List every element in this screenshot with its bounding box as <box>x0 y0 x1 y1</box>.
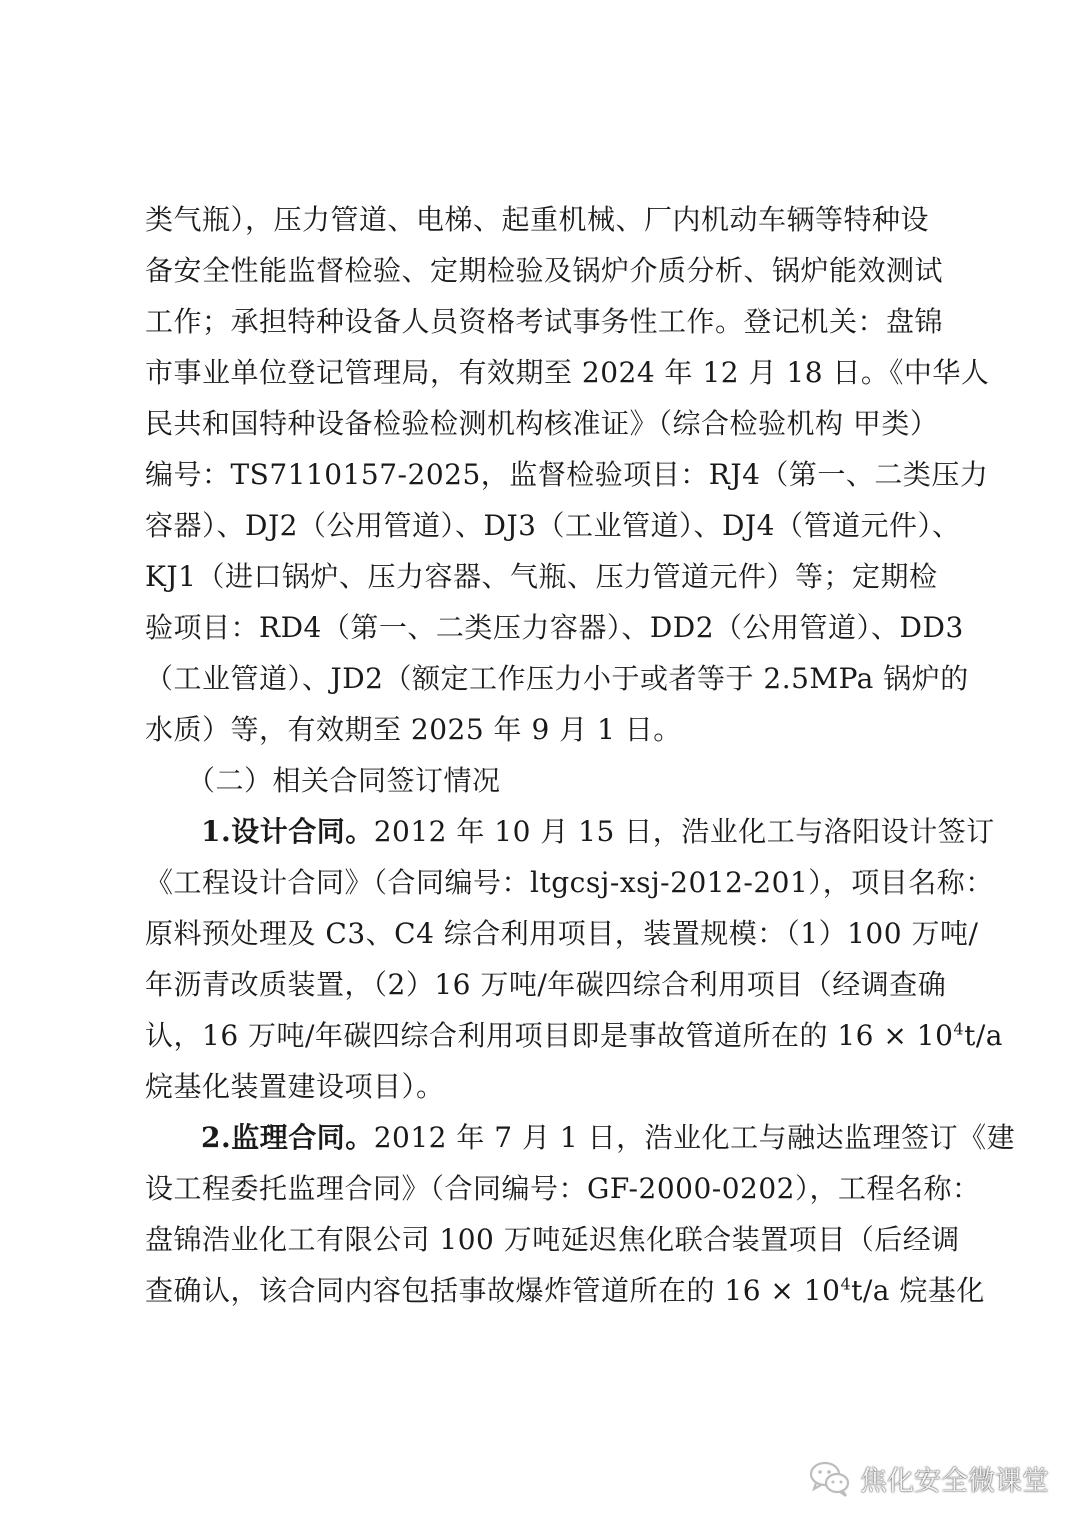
text-line: （工业管道）、JD2（额定工作压力小于或者等于 2.5MPa 锅炉的 <box>145 662 969 695</box>
text-line: 年沥青改质装置，（2）16 万吨/年碳四综合利用项目（经调查确 <box>145 968 947 1001</box>
wechat-icon <box>808 1458 852 1498</box>
watermark-text: 焦化安全微课堂 <box>860 1465 1049 1497</box>
document-body <box>145 194 1016 1316</box>
text-line: 民共和国特种设备检验检测机构核准证》（综合检验机构 甲类） <box>145 407 939 440</box>
text-line: 设工程委托监理合同》（合同编号：GF-2000-0202），工程名称： <box>145 1172 981 1205</box>
text-line: 烷基化装置建设项目）。 <box>145 1070 445 1103</box>
text-line: 类气瓶），压力管道、电梯、起重机械、厂内机动车辆等特种设 <box>145 203 930 236</box>
watermark <box>808 1456 1049 1500</box>
text-line: 水质）等，有效期至 2025 年 9 月 1 日。 <box>145 713 682 746</box>
text-line: 编号：TS7110157-2025，监督检验项目：RJ4（第一、二类压力 <box>145 458 989 491</box>
text-line: 市事业单位登记管理局，有效期至 2024 年 12 月 18 日。《中华人 <box>145 356 990 389</box>
contract2-title: 2.监理合同。 <box>201 1121 374 1154</box>
text-line: 盘锦浩业化工有限公司 100 万吨延迟焦化联合装置项目（后经调 <box>145 1223 960 1256</box>
contract2-first-line <box>145 1112 1016 1163</box>
text-line: 原料预处理及 C3、C4 综合利用项目，装置规模：（1）100 万吨/ <box>145 917 979 950</box>
section-heading: （二）相关合同签订情况 <box>187 764 501 797</box>
contract1-sup-line <box>145 1010 1003 1061</box>
text-line: KJ1（进口锅炉、压力容器、气瓶、压力管道元件）等；定期检 <box>145 560 938 593</box>
text-line: 容器）、DJ2（公用管道）、DJ3（工业管道）、DJ4（管道元件）、 <box>145 509 961 542</box>
contract1-first-line-text: 2012 年 10 月 15 日，浩业化工与洛阳设计签订 <box>373 815 995 848</box>
text-line: 验项目：RD4（第一、二类压力容器）、DD2（公用管道）、DD3 <box>145 611 964 644</box>
text-line: 工作；承担特种设备人员资格考试事务性工作。登记机关：盘锦 <box>145 305 944 338</box>
contract1-title: 1.设计合同。 <box>201 815 374 848</box>
contract1-superscript: 4 <box>953 1019 965 1039</box>
contract2-first-line-text: 2012 年 7 月 1 日，浩业化工与融达监理签订《建 <box>373 1121 1016 1154</box>
contract1-first-line <box>145 806 995 857</box>
text-line: 备安全性能监督检验、定期检验及锅炉介质分析、锅炉能效测试 <box>145 254 944 287</box>
contract2-sup-pre: 查确认，该合同内容包括事故爆炸管道所在的 16 × 10 <box>145 1274 841 1307</box>
text-line: 《工程设计合同》（合同编号：ltgcsj-xsj-2012-201），项目名称： <box>145 866 994 899</box>
contract2-sup-post: t/a 烷基化 <box>851 1274 985 1307</box>
contract1-sup-pre: 认，16 万吨/年碳四综合利用项目即是事故管道所在的 16 × 10 <box>145 1019 954 1052</box>
contract2-sup-line <box>145 1265 985 1316</box>
contract1-sup-post: t/a <box>964 1019 1003 1052</box>
contract2-superscript: 4 <box>840 1274 852 1294</box>
